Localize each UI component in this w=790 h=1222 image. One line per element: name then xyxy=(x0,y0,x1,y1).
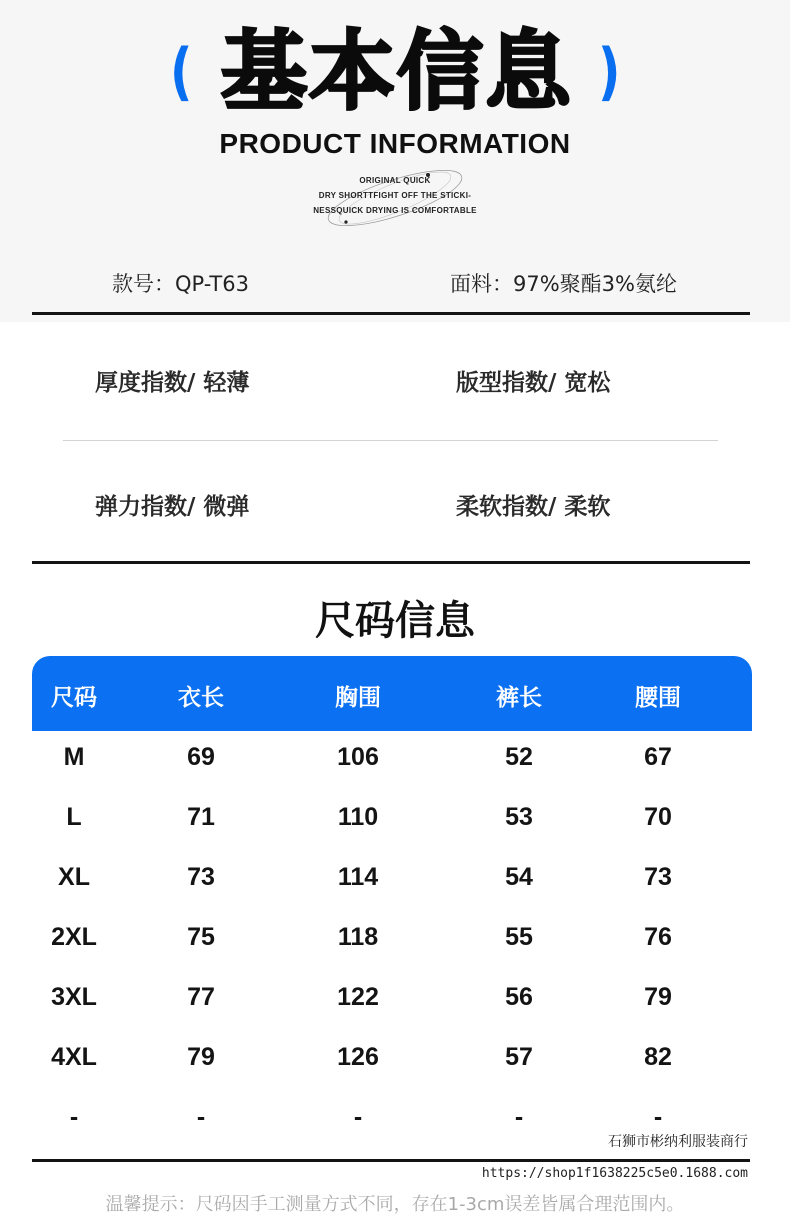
column-header-waist: 腰围 xyxy=(635,685,681,711)
divider xyxy=(32,312,750,315)
table-cell: 75 xyxy=(187,923,215,951)
measurement-tip: 温馨提示：尺码因手工测量方式不同，存在1-3cm误差皆属合理范围内。 xyxy=(105,1194,685,1215)
table-cell: - xyxy=(196,1103,206,1131)
table-cell: 122 xyxy=(337,983,379,1011)
table-cell: 71 xyxy=(187,803,215,831)
softness-index: 柔软指数/ 柔软 xyxy=(456,494,611,520)
table-cell: 53 xyxy=(505,803,533,831)
table-cell: 76 xyxy=(644,923,672,951)
tagline-line-3: NESSQUICK DRYING IS COMFORTABLE xyxy=(313,206,477,215)
divider xyxy=(32,1159,750,1162)
tagline-line-2: DRY SHORTTFIGHT OFF THE STICKI- xyxy=(318,191,472,200)
title-row xyxy=(0,22,790,122)
table-cell: M xyxy=(63,743,85,771)
table-cell: 110 xyxy=(337,803,379,831)
table-cell: 77 xyxy=(187,983,215,1011)
table-cell: 55 xyxy=(505,923,533,951)
table-cell: 69 xyxy=(187,743,215,771)
table-cell: 82 xyxy=(644,1043,672,1071)
table-cell: 73 xyxy=(644,863,672,891)
table-cell: 54 xyxy=(505,863,533,891)
shop-url: https://shop1f1638225c5e0.1688.com xyxy=(481,1166,748,1181)
table-cell: 4XL xyxy=(51,1043,97,1071)
table-cell: 118 xyxy=(337,923,379,951)
table-cell: - xyxy=(514,1103,524,1131)
column-header-size: 尺码 xyxy=(51,685,97,711)
page-title: 基本信息 xyxy=(221,22,573,122)
table-cell: 3XL xyxy=(51,983,97,1011)
size-table-header xyxy=(32,656,752,731)
fit-index: 版型指数/ 宽松 xyxy=(456,370,611,396)
table-cell: 79 xyxy=(187,1043,215,1071)
table-cell: 57 xyxy=(505,1043,533,1071)
thickness-index: 厚度指数/ 轻薄 xyxy=(95,370,250,396)
fabric-composition: 面料：97%聚酯3%氨纶 xyxy=(450,272,677,296)
table-cell: - xyxy=(653,1103,663,1131)
column-header-chest: 胸围 xyxy=(335,685,381,711)
table-cell: - xyxy=(69,1103,79,1131)
table-cell: 56 xyxy=(505,983,533,1011)
divider xyxy=(63,440,718,441)
shop-name: 石狮市彬纳利服装商行 xyxy=(608,1134,748,1150)
table-cell: 114 xyxy=(337,863,379,891)
column-header-length: 衣长 xyxy=(178,685,224,711)
page-subtitle: PRODUCT INFORMATION xyxy=(219,128,571,159)
title-bracket-right: ) xyxy=(597,35,621,108)
elasticity-index: 弹力指数/ 微弹 xyxy=(95,494,250,520)
table-cell: 126 xyxy=(337,1043,379,1071)
model-number: 款号：QP-T63 xyxy=(112,272,249,296)
column-header-pants-length: 裤长 xyxy=(496,685,542,711)
size-table-heading: 尺码信息 xyxy=(315,598,475,644)
table-cell: 73 xyxy=(187,863,215,891)
table-cell: - xyxy=(353,1103,363,1131)
table-cell: 52 xyxy=(505,743,533,771)
title-bracket-left: ( xyxy=(169,35,193,108)
tagline-line-1: ORIGINAL QUICK xyxy=(359,176,431,185)
table-cell: XL xyxy=(58,863,90,891)
table-cell: 67 xyxy=(644,743,672,771)
table-cell: L xyxy=(66,803,82,831)
table-cell: 2XL xyxy=(51,923,97,951)
table-cell: 79 xyxy=(644,983,672,1011)
table-cell: 106 xyxy=(337,743,379,771)
table-cell: 70 xyxy=(644,803,672,831)
divider xyxy=(32,561,750,564)
